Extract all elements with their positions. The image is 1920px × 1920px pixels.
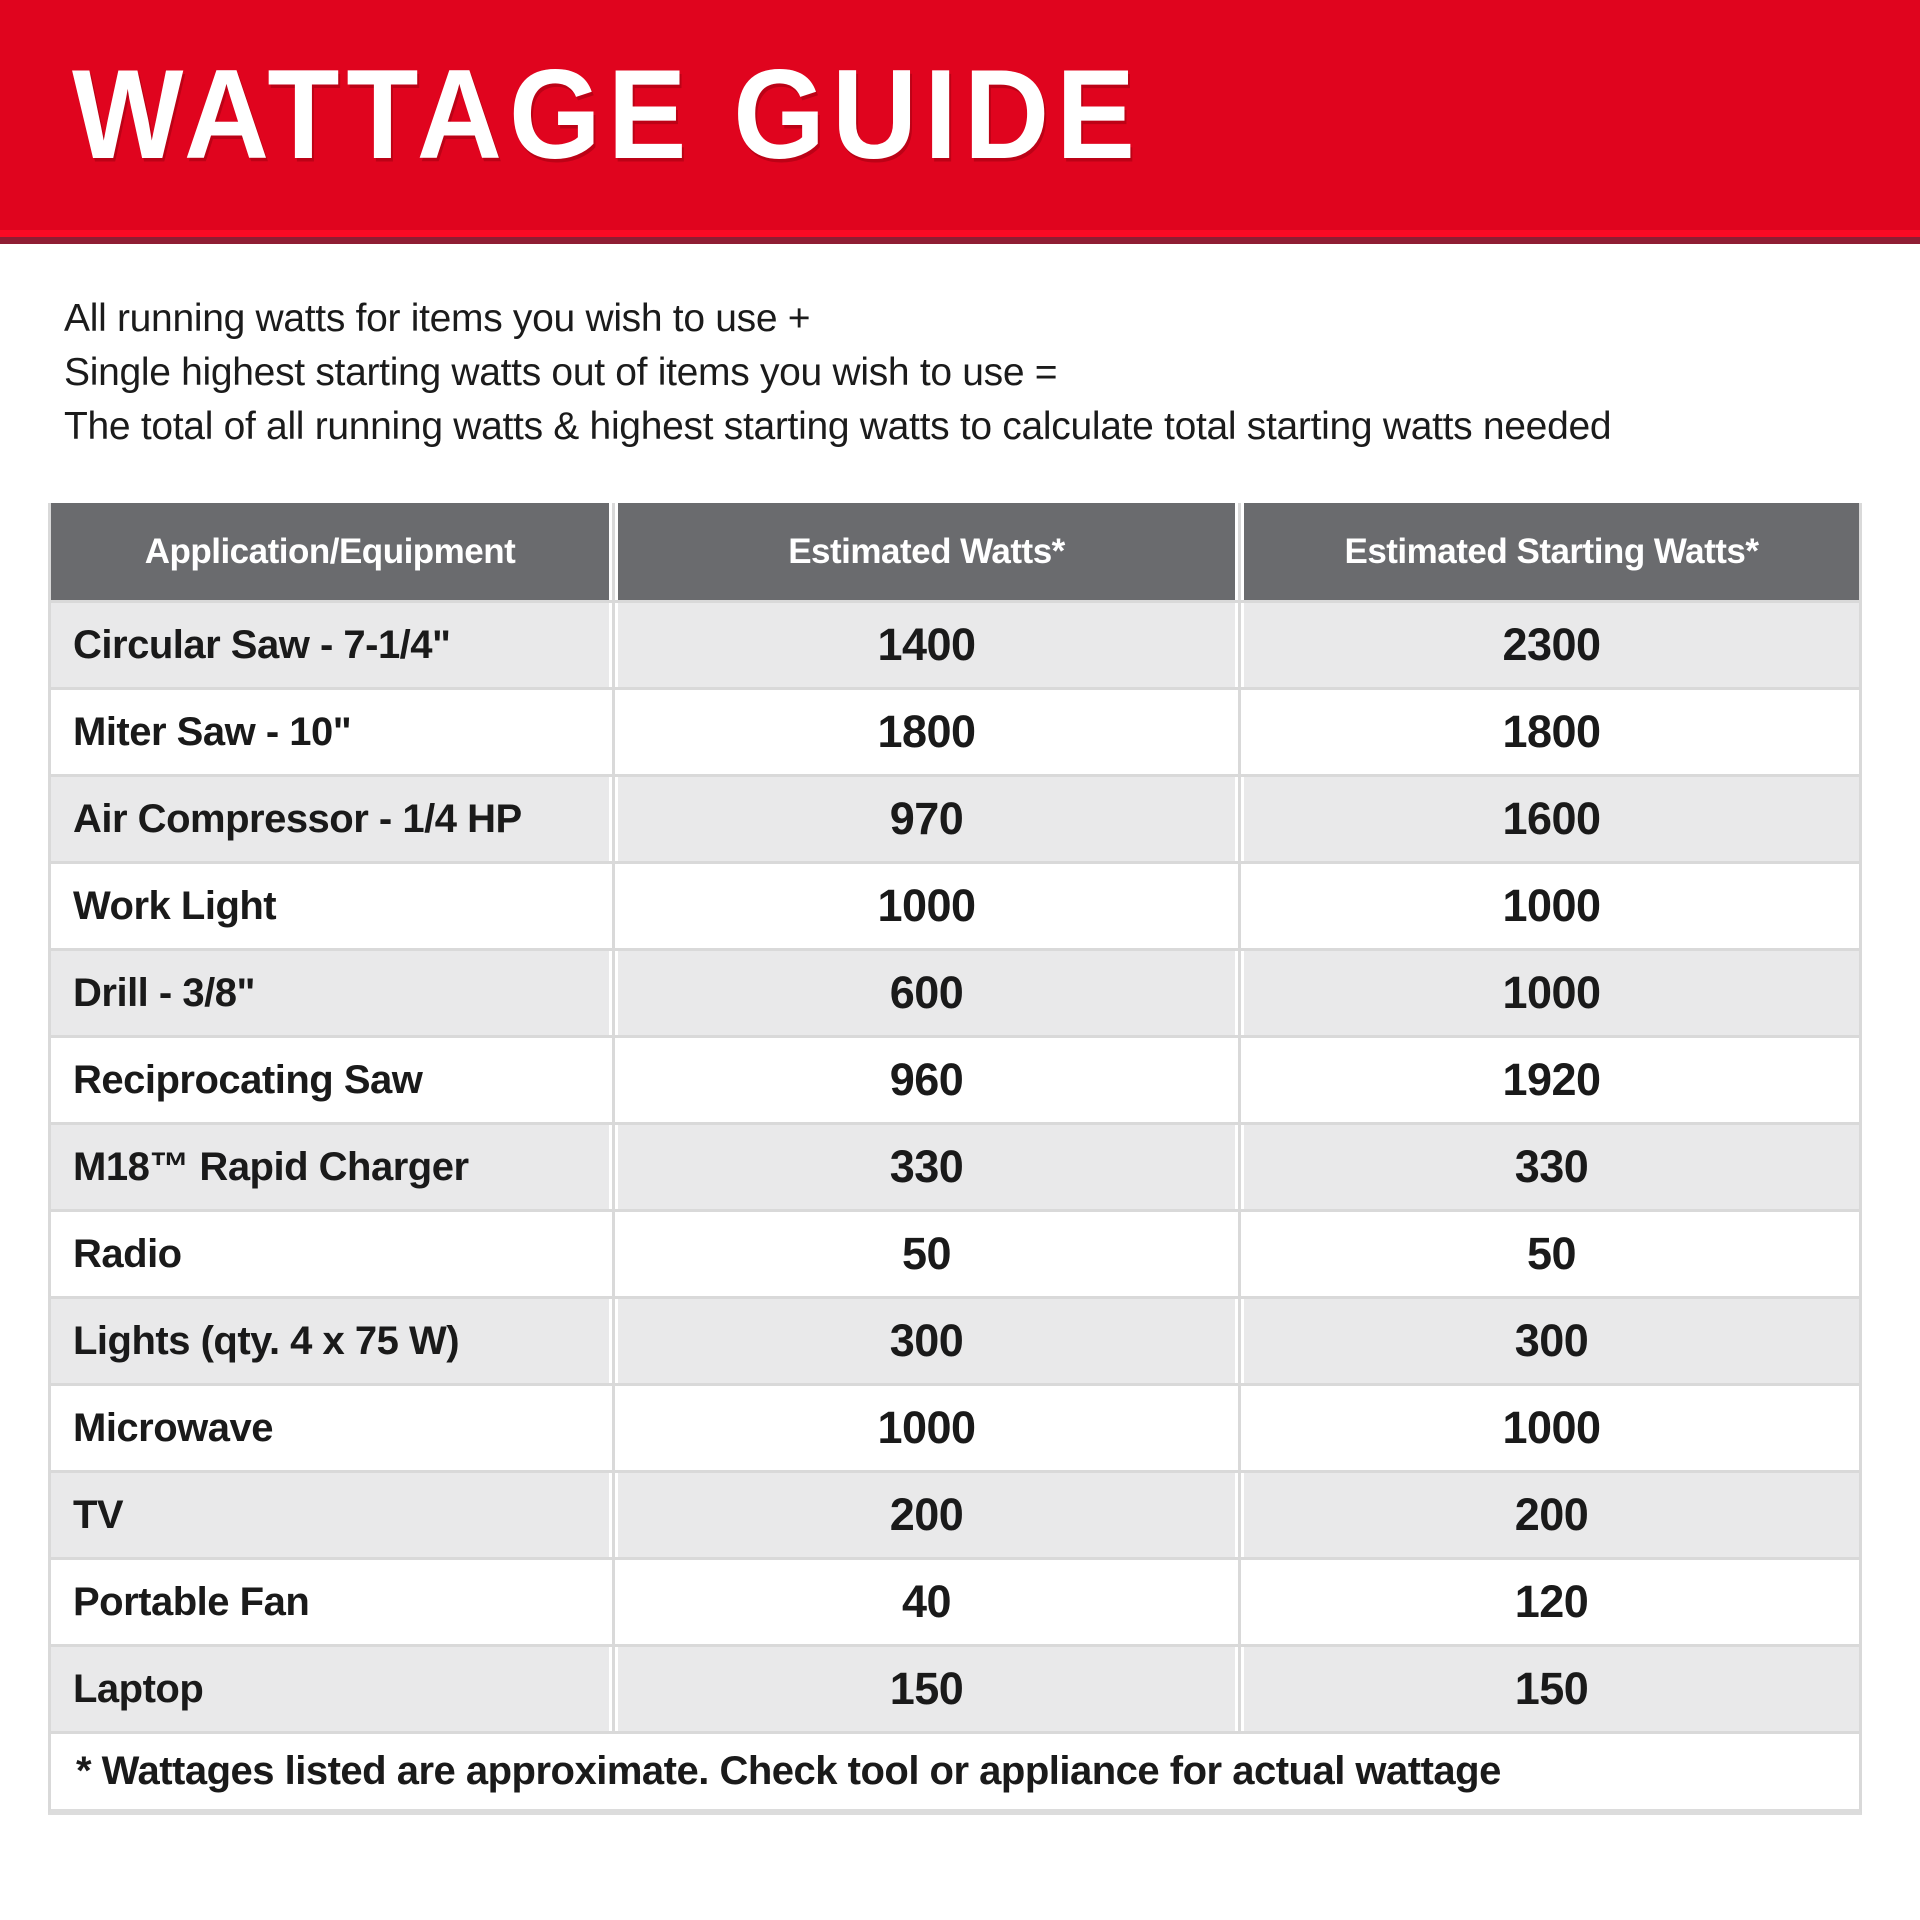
cell-estimated-watts: 970 xyxy=(618,777,1235,861)
table-row-drill xyxy=(51,948,1859,1035)
cell-application: TV xyxy=(51,1473,609,1557)
cell-estimated-starting-watts: 300 xyxy=(1244,1299,1859,1383)
cell-estimated-watts: 150 xyxy=(618,1647,1235,1731)
table-row-portable-fan xyxy=(51,1557,1859,1644)
cell-estimated-starting-watts: 200 xyxy=(1244,1473,1859,1557)
page-title: WATTAGE GUIDE xyxy=(72,43,1142,187)
cell-estimated-watts: 300 xyxy=(618,1299,1235,1383)
header-application-equipment: Application/Equipment xyxy=(51,503,609,600)
table-row-miter-saw xyxy=(51,687,1859,774)
cell-estimated-watts: 50 xyxy=(618,1212,1235,1296)
cell-estimated-starting-watts: 1000 xyxy=(1244,864,1859,948)
cell-estimated-starting-watts: 1920 xyxy=(1244,1038,1859,1122)
cell-estimated-starting-watts: 1000 xyxy=(1244,1386,1859,1470)
table-row-lights xyxy=(51,1296,1859,1383)
table-footnote: * Wattages listed are approximate. Check tool or appliance for actual wattage xyxy=(51,1731,1859,1809)
cell-estimated-starting-watts: 1000 xyxy=(1244,951,1859,1035)
table-row-work-light xyxy=(51,861,1859,948)
cell-application: Laptop xyxy=(51,1647,609,1731)
table-row-air-compressor xyxy=(51,774,1859,861)
cell-application: Drill - 3/8" xyxy=(51,951,609,1035)
table-row-radio xyxy=(51,1209,1859,1296)
cell-estimated-starting-watts: 150 xyxy=(1244,1647,1859,1731)
cell-application: M18™ Rapid Charger xyxy=(51,1125,609,1209)
cell-estimated-watts: 600 xyxy=(618,951,1235,1035)
table-header-row xyxy=(51,503,1859,600)
cell-estimated-watts: 1800 xyxy=(618,690,1235,774)
intro-line-running-watts: All running watts for items you wish to use + xyxy=(64,297,811,340)
header-estimated-starting-watts: Estimated Starting Watts* xyxy=(1244,503,1859,600)
cell-application: Portable Fan xyxy=(51,1560,609,1644)
intro-text xyxy=(64,292,1611,454)
cell-estimated-watts: 1000 xyxy=(618,864,1235,948)
column-divider xyxy=(1238,503,1241,1731)
cell-estimated-watts: 200 xyxy=(618,1473,1235,1557)
cell-estimated-starting-watts: 1800 xyxy=(1244,690,1859,774)
wattage-table xyxy=(48,503,1862,1815)
cell-estimated-watts: 1000 xyxy=(618,1386,1235,1470)
banner xyxy=(0,0,1920,230)
table-row-reciprocating-saw xyxy=(51,1035,1859,1122)
cell-application: Circular Saw - 7-1/4" xyxy=(51,603,609,687)
cell-application: Lights (qty. 4 x 75 W) xyxy=(51,1299,609,1383)
cell-application: Microwave xyxy=(51,1386,609,1470)
cell-estimated-watts: 40 xyxy=(618,1560,1235,1644)
cell-estimated-starting-watts: 120 xyxy=(1244,1560,1859,1644)
cell-application: Radio xyxy=(51,1212,609,1296)
cell-application: Air Compressor - 1/4 HP xyxy=(51,777,609,861)
table-row-tv xyxy=(51,1470,1859,1557)
cell-estimated-watts: 960 xyxy=(618,1038,1235,1122)
table-row-microwave xyxy=(51,1383,1859,1470)
intro-line-starting-watts: Single highest starting watts out of items you wish to use = xyxy=(64,351,1058,394)
cell-application: Work Light xyxy=(51,864,609,948)
banner-accent-dark xyxy=(0,237,1920,244)
cell-estimated-starting-watts: 50 xyxy=(1244,1212,1859,1296)
cell-estimated-watts: 1400 xyxy=(618,603,1235,687)
cell-application: Miter Saw - 10" xyxy=(51,690,609,774)
table-row-circular-saw xyxy=(51,600,1859,687)
intro-line-total: The total of all running watts & highest starting watts to calculate total starting watts needed xyxy=(64,405,1612,448)
table-row-m18-rapid-charger xyxy=(51,1122,1859,1209)
header-estimated-watts: Estimated Watts* xyxy=(618,503,1235,600)
cell-estimated-starting-watts: 1600 xyxy=(1244,777,1859,861)
cell-estimated-starting-watts: 330 xyxy=(1244,1125,1859,1209)
cell-application: Reciprocating Saw xyxy=(51,1038,609,1122)
cell-estimated-starting-watts: 2300 xyxy=(1244,603,1859,687)
banner-accent-bright xyxy=(0,230,1920,237)
cell-estimated-watts: 330 xyxy=(618,1125,1235,1209)
column-divider xyxy=(612,503,615,1731)
table-row-laptop xyxy=(51,1644,1859,1731)
